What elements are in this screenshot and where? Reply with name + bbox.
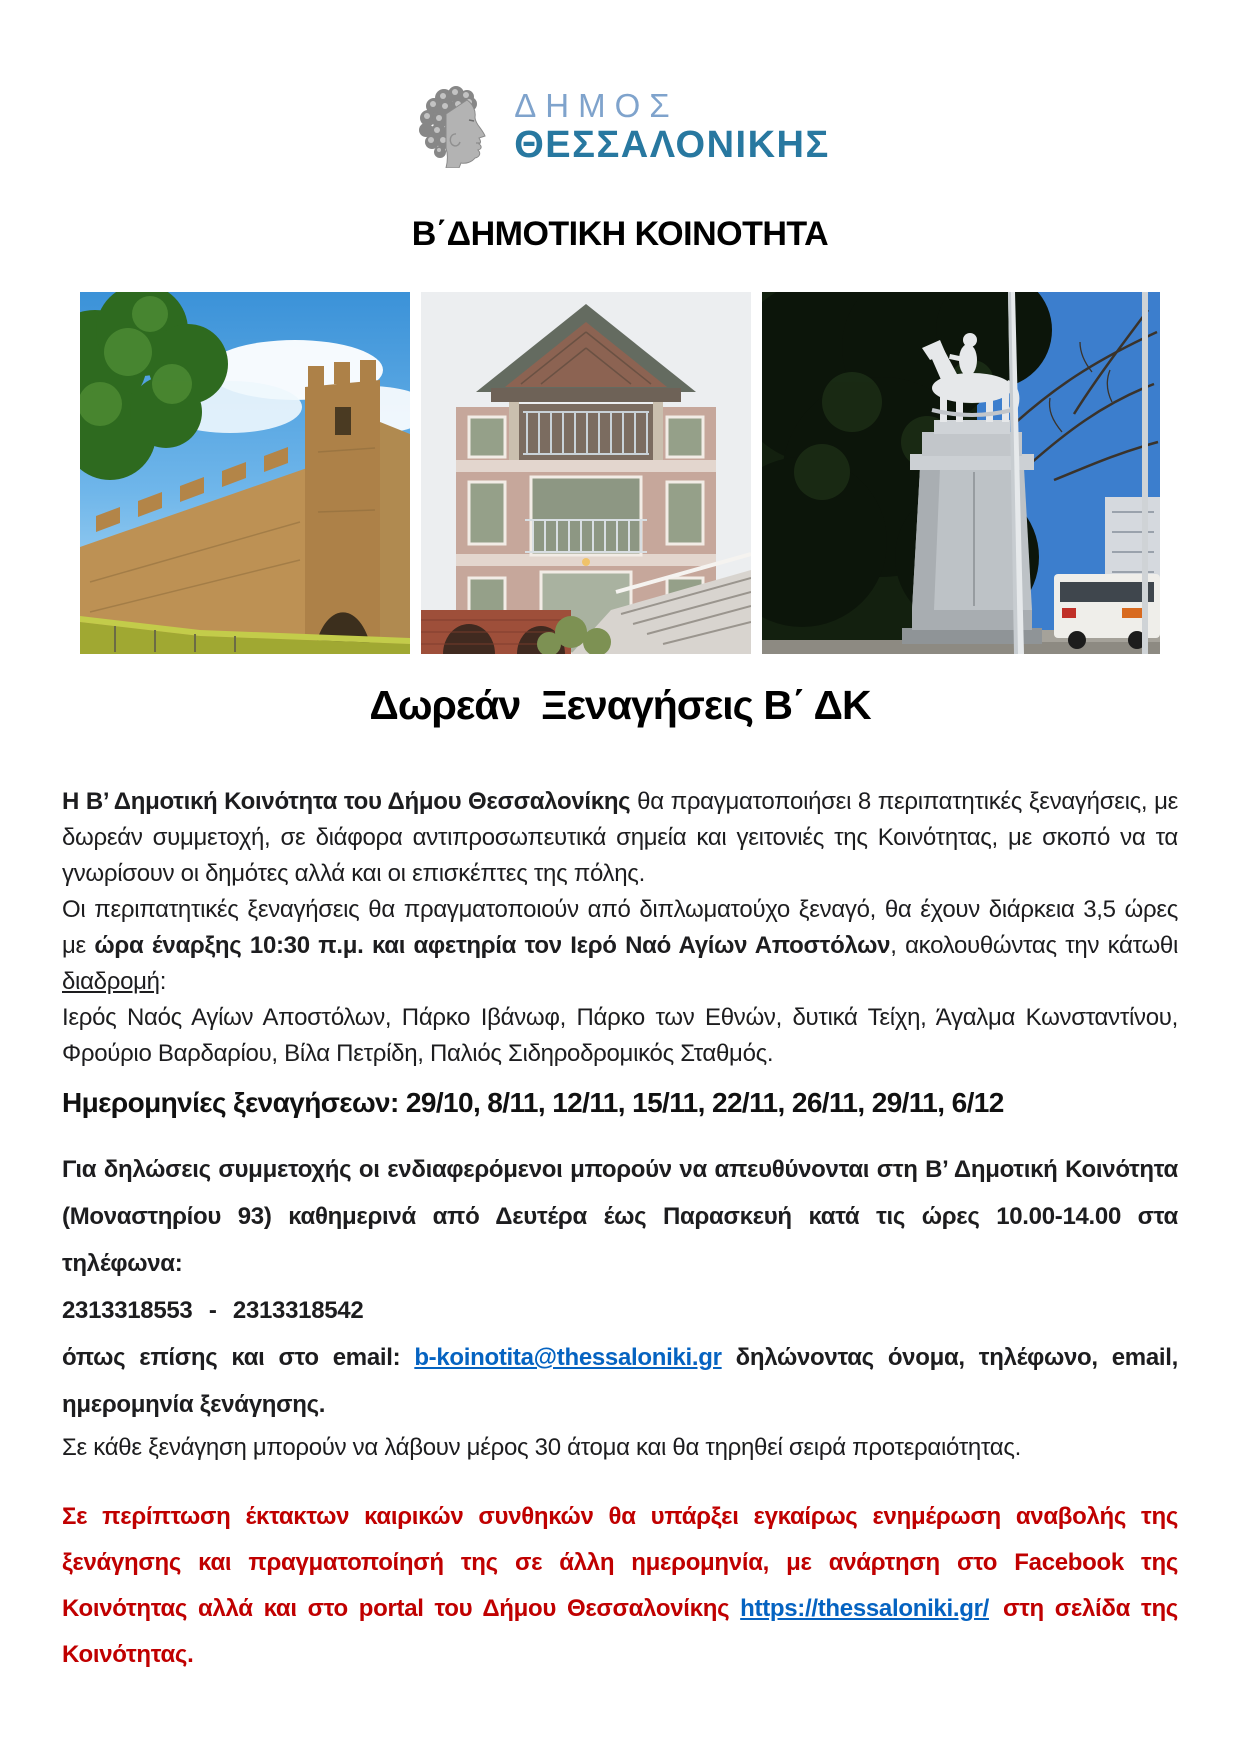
photo-statue	[762, 292, 1160, 654]
intro-rest: θα πραγματοποιήσει 8 περιπατητικές ξεναγήσεις, με δωρεάν συμμετοχή, σε διάφορα αντιπροσωπευτικά σημεία και γειτονιές της Κοινότητας, με σκοπό να τα γνωρίσουν οι δημότες αλλά και οι επισκέπτες της πόλης.	[62, 788, 1179, 887]
weather-notice	[62, 1494, 1178, 1678]
weather-pre: Σε περίπτωση έκτακτων καιρικών συνθηκών θα υπάρξει εγκαίρως ενημέρωση αναβολής της ξενάγησης και πραγματοποίησή της σε άλλη ημερομηνία, με ανάρτηση στο Facebook της Κοινότητας αλλά και στο portal του Δήμου Θεσσαλονίκης	[62, 1503, 1178, 1622]
logo-wordmark	[514, 84, 830, 168]
registration-paragraph: Για δηλώσεις συμμετοχής οι ενδιαφερόμενοι μπορούν να απευθύνονται στη Β’ Δημοτική Κοινότητα (Μοναστηρίου 93) καθημερινά από Δευτέρα έως Παρασκευή κατά τις ώρες 10.00-14.00 στα τηλέφωνα:	[62, 1156, 1178, 1277]
schedule-colon: :	[159, 968, 167, 995]
intro-lead: Η Β’ Δημοτική Κοινότητα του Δήμου Θεσσαλονίκης	[62, 788, 631, 815]
schedule-route-word: διαδρομή	[62, 968, 160, 995]
portal-link[interactable]: https://thessaloniki.gr/	[740, 1595, 989, 1622]
registration-block	[62, 1146, 1178, 1428]
schedule-emphasis: ώρα έναρξης 10:30 π.μ. και αφετηρία τον Ιερό Ναό Αγίων Αποστόλων	[94, 932, 891, 959]
route-paragraph: Ιερός Ναός Αγίων Αποστόλων, Πάρκο Ιβάνωφ, Πάρκο των Εθνών, δυτικά Τείχη, Άγαλμα Κωνσταντίνου, Φρούριο Βαρδαρίου, Βίλα Πετρίδη, Παλιός Σιδηροδρομικός Σταθμός.	[62, 1004, 1178, 1067]
email-post: δηλώνοντας όνομα, τηλέφωνο, email, ημερομηνία ξενάγησης.	[62, 1344, 1178, 1418]
email-pre: όπως επίσης και στο email:	[62, 1344, 415, 1371]
email-link[interactable]: b-koinotita@thessaloniki.gr	[414, 1344, 722, 1371]
intro-paragraph	[62, 784, 1178, 892]
body-copy	[0, 784, 1240, 1678]
photo-western-walls	[80, 292, 410, 654]
alexander-head-icon	[410, 84, 502, 168]
schedule-paragraph	[62, 892, 1178, 1000]
email-paragraph	[62, 1334, 1178, 1428]
logo-text-thessalonikis: ΘΕΣΣΑΛΟΝΙΚΗΣ	[514, 124, 830, 167]
schedule-mid: , ακολουθώντας την κάτωθι	[890, 932, 1178, 959]
phone-numbers: 2313318553 - 2313318542	[62, 1297, 364, 1324]
logo-text-dimos: ΔΗΜΟΣ	[514, 87, 679, 124]
event-heading: Δωρεάν Ξεναγήσεις Β΄ ΔΚ	[369, 682, 871, 728]
schedule-pre: Οι περιπατητικές ξεναγήσεις θα πραγματοποιούν από διπλωματούχο ξεναγό, θα έχουν διάρκεια 3,5 ώρες με	[62, 896, 1178, 959]
document-title: Β΄ΔΗΜΟΤΙΚΗ ΚΟΙΝΟΤΗΤΑ	[411, 215, 829, 253]
municipality-logo	[0, 0, 1240, 168]
weather-post: στη σελίδα της Κοινότητας.	[62, 1595, 1178, 1668]
photo-strip	[80, 292, 1160, 654]
dates-line: Ημερομηνίες ξεναγήσεων: 29/10, 8/11, 12/11, 15/11, 22/11, 26/11, 29/11, 6/12	[62, 1087, 1004, 1118]
photo-villa	[421, 292, 751, 654]
capacity-paragraph: Σε κάθε ξενάγηση μπορούν να λάβουν μέρος 30 άτομα και θα τηρηθεί σειρά προτεραιότητας.	[62, 1434, 1021, 1461]
